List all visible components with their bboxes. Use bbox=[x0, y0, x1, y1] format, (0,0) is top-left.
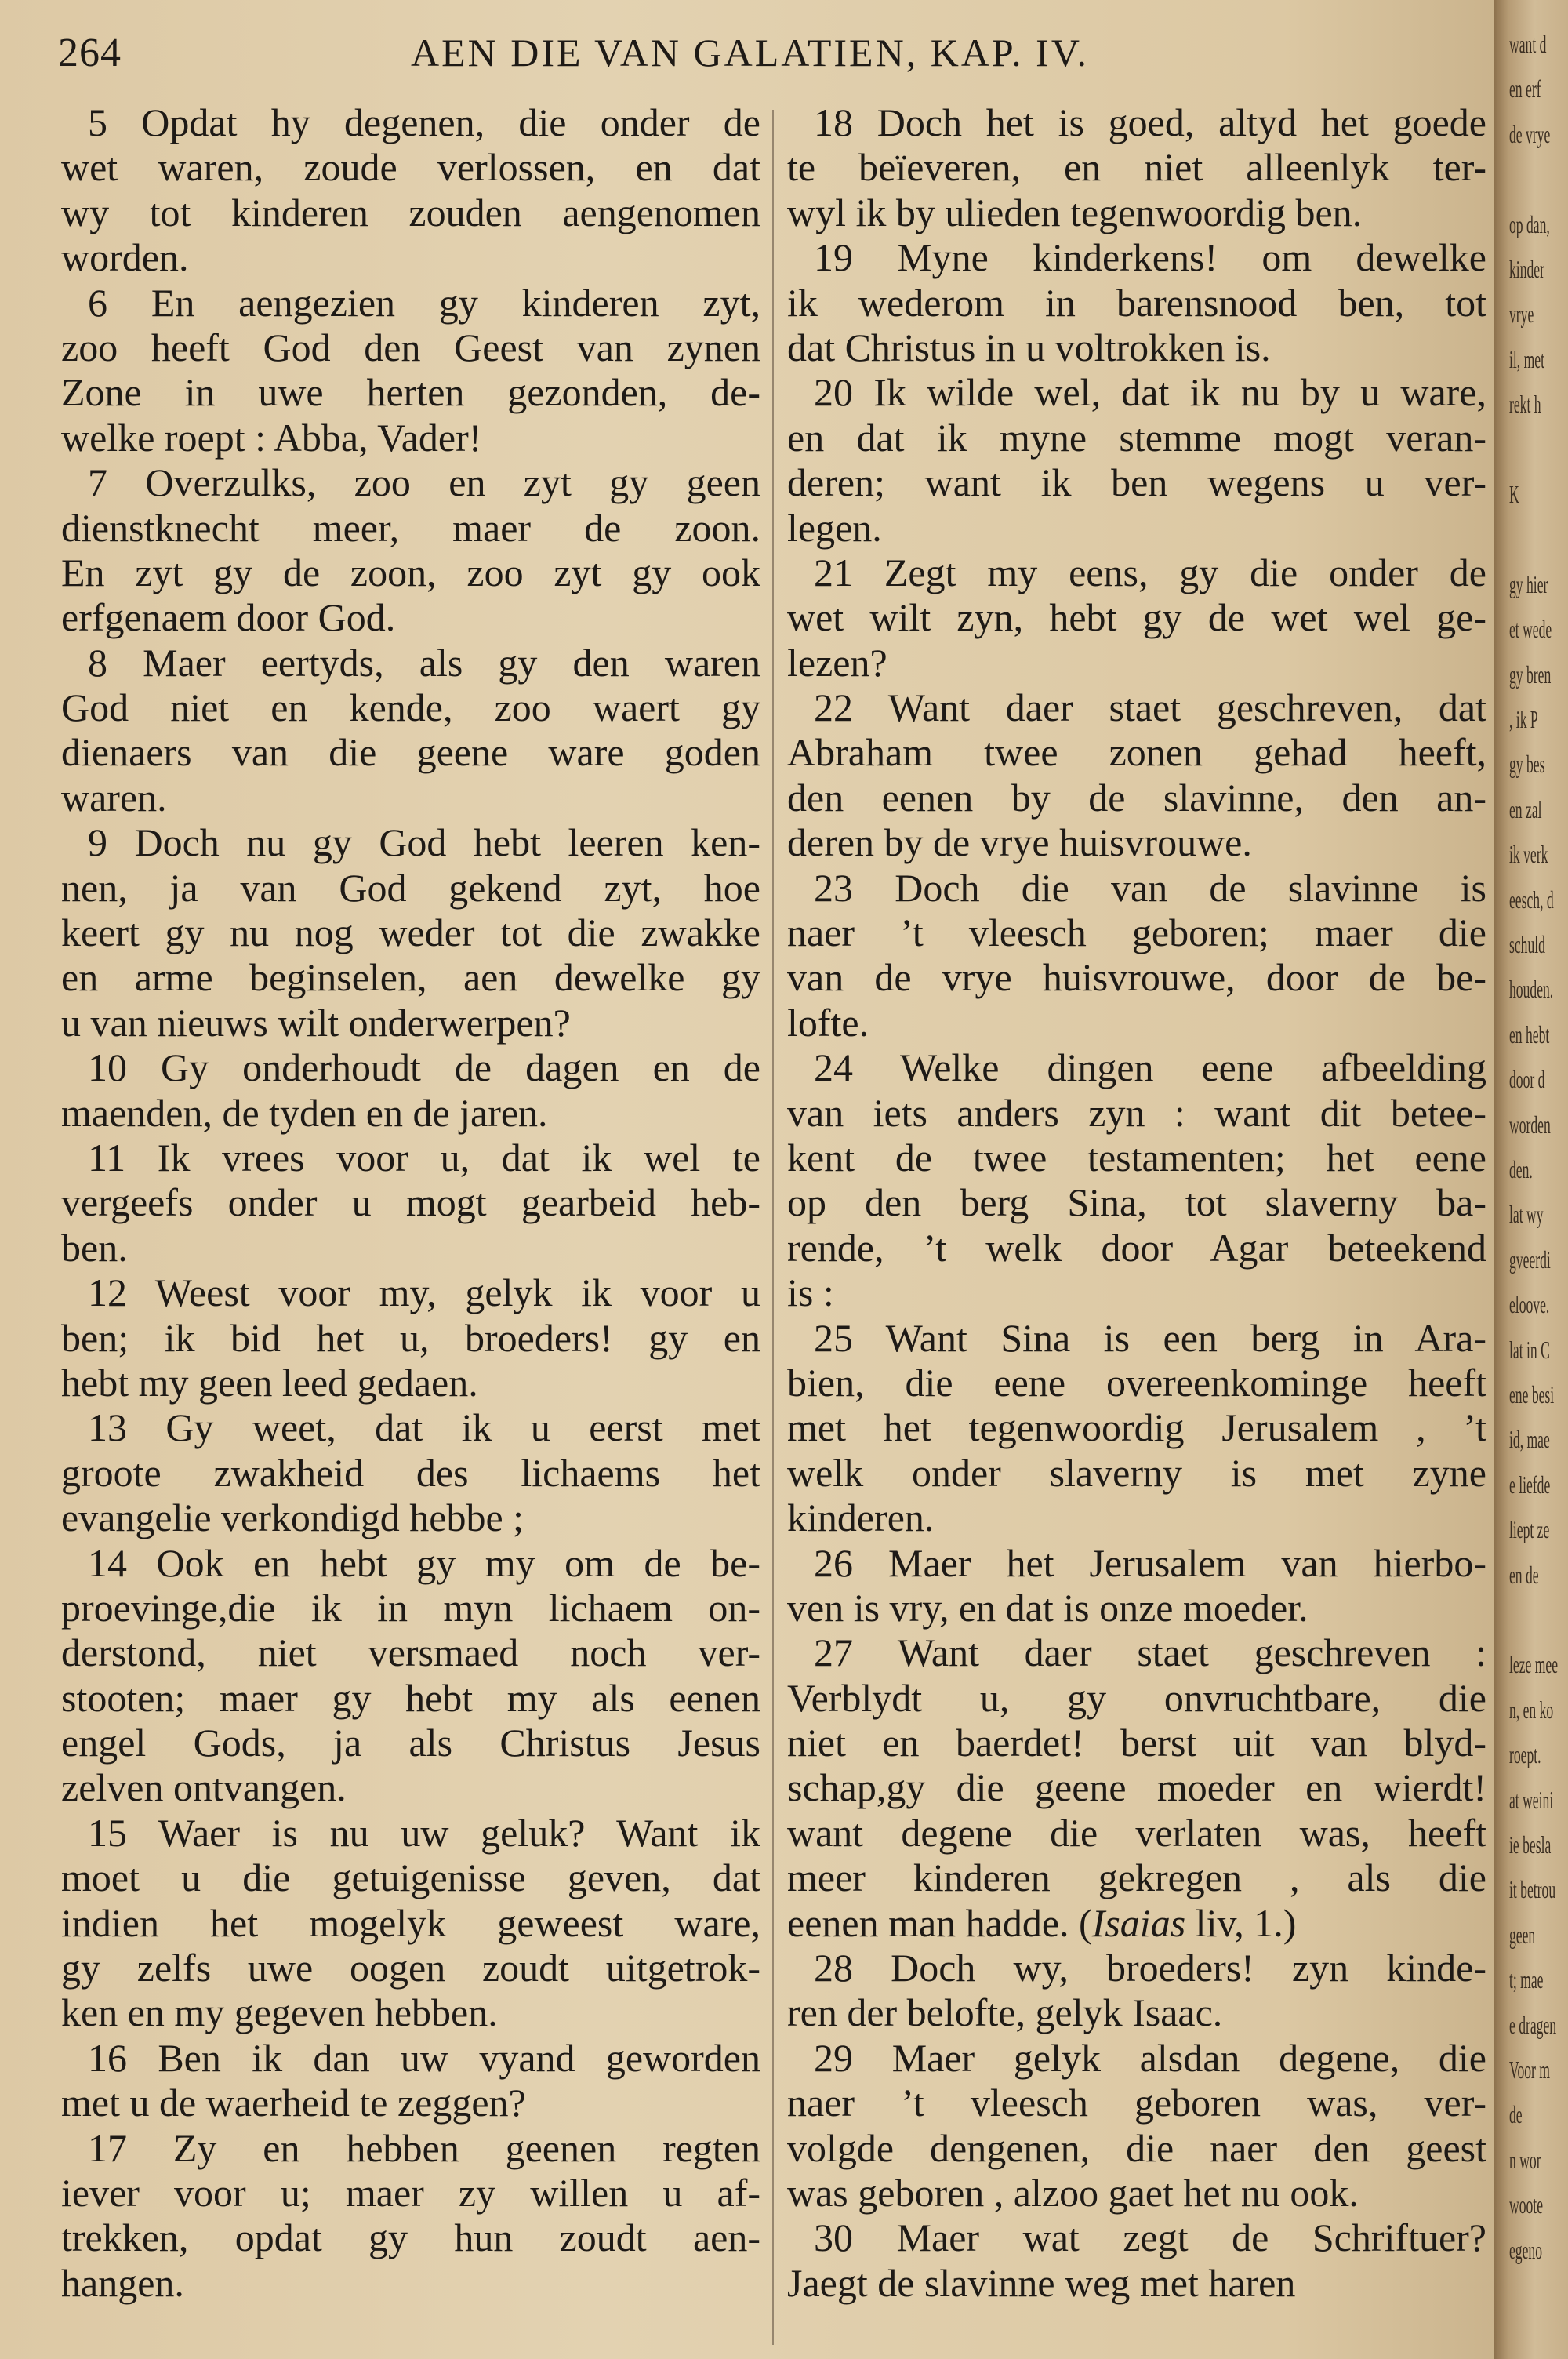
facing-page-fragment: kinder bbox=[1509, 255, 1544, 283]
text-line: God niet en kende, zoo waert gy bbox=[61, 685, 760, 730]
text-line: derstond, niet versmaed noch ver- bbox=[61, 1630, 760, 1675]
facing-page-fragment: e dragen bbox=[1509, 2010, 1557, 2039]
text-line: ren der belofte, gelyk Isaac. bbox=[787, 1990, 1223, 2035]
facing-page-fragment: de vrye bbox=[1509, 119, 1551, 148]
text-line: gy zelfs uwe oogen zoudt uitgetrok- bbox=[61, 1946, 760, 1990]
text-line: 18 Doch het is goed, altyd het goede bbox=[814, 100, 1486, 144]
text-line: wet wilt zyn, hebt gy de wet wel ge- bbox=[787, 595, 1486, 640]
facing-page-fragment: de bbox=[1509, 2100, 1523, 2129]
text-line: 15 Waer is nu uw geluk? Want ik bbox=[88, 1810, 760, 1855]
facing-page-fragment: den. bbox=[1509, 1155, 1533, 1183]
facing-page-fragment: eesch, d bbox=[1509, 885, 1554, 914]
facing-page-fragment: gy hier bbox=[1509, 569, 1548, 598]
text-line: welke roept : Abba, Vader! bbox=[61, 415, 482, 460]
facing-page-fragment: rekt h bbox=[1509, 390, 1541, 419]
text-line: 21 Zegt my eens, gy die onder de bbox=[814, 550, 1486, 594]
text-line: 13 Gy weet, dat ik u eerst met bbox=[88, 1405, 760, 1450]
text-line: bien, die eene overeenkominge heeft bbox=[787, 1360, 1486, 1405]
facing-page-fragment: en hebt bbox=[1509, 1020, 1550, 1049]
facing-page-fragment: want d bbox=[1509, 30, 1547, 58]
text-line: maenden, de tyden en de jaren. bbox=[61, 1090, 548, 1135]
text-line: indien het mogelyk geweest ware, bbox=[61, 1900, 760, 1945]
facing-page-fragment: schuld bbox=[1509, 930, 1545, 958]
running-title: AEN DIE VAN GALATIEN, KAP. IV. bbox=[411, 31, 1089, 75]
text-line: en arme beginselen, aen dewelke gy bbox=[61, 955, 760, 1000]
text-line: deren; want ik ben wegens u ver- bbox=[787, 460, 1486, 505]
text-line: Abraham twee zonen gehad heeft, bbox=[787, 730, 1486, 775]
facing-page-fragment: id, mae bbox=[1509, 1425, 1550, 1454]
text-line: En zyt gy de zoon, zoo zyt gy ook bbox=[61, 550, 760, 594]
text-line: ik wederom in barensnood ben, tot bbox=[787, 280, 1486, 325]
text-line: worden. bbox=[61, 235, 189, 280]
facing-page-fragment: roept. bbox=[1509, 1740, 1541, 1769]
text-line: 22 Want daer staet geschreven, dat bbox=[814, 685, 1486, 730]
right-column bbox=[787, 100, 1486, 2306]
text-line: zoo heeft God den Geest van zynen bbox=[61, 325, 760, 369]
facing-page-fragment: egeno bbox=[1509, 2235, 1543, 2264]
facing-page-fragment: t; mae bbox=[1509, 1965, 1544, 1994]
text-line: van iets anders zyn : want dit betee- bbox=[787, 1090, 1486, 1135]
facing-page-fragment: Voor m bbox=[1509, 2055, 1550, 2084]
text-line: 11 Ik vrees voor u, dat ik wel te bbox=[88, 1135, 760, 1180]
facing-page-fragment: op dan, bbox=[1509, 209, 1550, 238]
facing-page-edge bbox=[1494, 0, 1568, 2359]
facing-page-fragment: et wede bbox=[1509, 615, 1552, 644]
text-line: evangelie verkondigd hebbe ; bbox=[61, 1496, 524, 1540]
text-line: nen, ja van God gekend zyt, hoe bbox=[61, 865, 760, 910]
facing-page-fragment: gveerdi bbox=[1509, 1245, 1551, 1274]
text-line: iever voor u; maer zy willen u af- bbox=[61, 2170, 760, 2215]
facing-page-fragment: lat wy bbox=[1509, 1200, 1544, 1229]
text-line: welk onder slaverny is met zyne bbox=[787, 1450, 1486, 1495]
text-line: kinderen. bbox=[787, 1496, 935, 1540]
facing-page-fragment: vrye bbox=[1509, 300, 1534, 329]
facing-page-fragment: , ik P bbox=[1509, 705, 1538, 733]
text-line: engel Gods, ja als Christus Jesus bbox=[61, 1721, 760, 1765]
facing-page-fragment: leze mee bbox=[1509, 1650, 1559, 1679]
text-line: is : bbox=[787, 1270, 834, 1315]
facing-page-fragment: ie besla bbox=[1509, 1830, 1552, 1859]
text-line: lofte. bbox=[787, 1000, 869, 1045]
text-line: u van nieuws wilt onderwerpen? bbox=[61, 1000, 571, 1045]
facing-page-fragment: gy bes bbox=[1509, 750, 1545, 779]
text-line: 26 Maer het Jerusalem van hierbo- bbox=[814, 1540, 1486, 1585]
text-line: wyl ik by ulieden tegenwoordig ben. bbox=[787, 190, 1363, 234]
facing-page-fragment: K bbox=[1509, 480, 1519, 508]
text-line: 19 Myne kinderkens! om dewelke bbox=[814, 235, 1486, 280]
text-line: ben. bbox=[61, 1225, 128, 1270]
facing-page-fragment: ik verk bbox=[1509, 840, 1548, 869]
text-line: ven is vry, en dat is onze moeder. bbox=[787, 1585, 1308, 1630]
text-line: Verblydt u, gy onvruchtbare, die bbox=[787, 1675, 1486, 1720]
facing-page-fragment: eloove. bbox=[1509, 1290, 1550, 1319]
facing-page-fragment: worden bbox=[1509, 1110, 1551, 1139]
facing-page-fragment: it betrou bbox=[1509, 1875, 1556, 1904]
text-line: stooten; maer gy hebt my als eenen bbox=[61, 1675, 760, 1720]
text-line: volgde dengenen, die naer den geest bbox=[787, 2125, 1486, 2170]
text-line: ben; ik bid het u, broeders! gy en bbox=[61, 1315, 760, 1360]
text-line: 5 Opdat hy degenen, die onder de bbox=[88, 100, 760, 144]
text-line: 7 Overzulks, zoo en zyt gy geen bbox=[88, 460, 760, 505]
text-line: hebt my geen leed gedaen. bbox=[61, 1360, 478, 1405]
text-line: ken en my gegeven hebben. bbox=[61, 1990, 498, 2035]
text-line: dat Christus in u voltrokken is. bbox=[787, 325, 1271, 369]
facing-page-fragment: houden. bbox=[1509, 975, 1554, 1004]
text-line: 12 Weest voor my, gelyk ik voor u bbox=[88, 1270, 760, 1315]
text-line: 23 Doch die van de slavinne is bbox=[814, 865, 1486, 910]
text-line: naer ’t vleesch geboren was, ver- bbox=[787, 2081, 1486, 2125]
text-line: was geboren , alzoo gaet het nu ook. bbox=[787, 2170, 1359, 2215]
text-line: keert gy nu nog weder tot die zwakke bbox=[61, 911, 760, 955]
facing-page-fragment: en erf bbox=[1509, 75, 1541, 104]
text-line: naer ’t vleesch geboren; maer die bbox=[787, 911, 1486, 955]
facing-page-fragment: ene besi bbox=[1509, 1380, 1555, 1408]
text-line: niet en baerdet! berst uit van blyd- bbox=[787, 1721, 1486, 1765]
facing-page-fragment: door d bbox=[1509, 1065, 1545, 1094]
text-line: schap,gy die geene moeder en wierdt! bbox=[787, 1765, 1486, 1810]
text-line: legen. bbox=[787, 505, 882, 550]
text-line: hangen. bbox=[61, 2260, 184, 2305]
column-divider bbox=[772, 110, 774, 2345]
facing-page-fragment: en de bbox=[1509, 1560, 1539, 1589]
text-line: groote zwakheid des lichaems het bbox=[61, 1450, 760, 1495]
text-line: en dat ik myne stemme mogt veran- bbox=[787, 415, 1486, 460]
facing-page-fragment: n, en ko bbox=[1509, 1695, 1554, 1724]
text-line: waren. bbox=[61, 775, 167, 820]
facing-page-fragment: lat in C bbox=[1509, 1335, 1550, 1364]
text-line: kent de twee testamenten; het eene bbox=[787, 1135, 1486, 1180]
text-line: op den berg Sina, tot slaverny ba- bbox=[787, 1180, 1486, 1225]
text-line: lezen? bbox=[787, 640, 887, 685]
page-number: 264 bbox=[58, 31, 122, 75]
text-line: den eenen by de slavinne, den an- bbox=[787, 775, 1486, 820]
facing-page-fragment: il, met bbox=[1509, 344, 1544, 373]
text-line: Jaegt de slavinne weg met haren bbox=[787, 2260, 1296, 2305]
text-line: zelven ontvangen. bbox=[61, 1765, 347, 1810]
text-line: dienstknecht meer, maer de zoon. bbox=[61, 505, 760, 550]
facing-page-fragment: en zal bbox=[1509, 794, 1542, 823]
text-line: 10 Gy onderhoudt de dagen en de bbox=[88, 1045, 760, 1090]
text-line: erfgenaem door God. bbox=[61, 595, 396, 640]
text-line: want degene die verlaten was, heeft bbox=[787, 1810, 1486, 1855]
text-line: met u de waerheid te zeggen? bbox=[61, 2081, 526, 2125]
facing-page-fragment: n wor bbox=[1509, 2145, 1541, 2174]
text-line: te beïeveren, en niet alleenlyk ter- bbox=[787, 145, 1486, 190]
text-line: rende, ’t welk door Agar beteekend bbox=[787, 1225, 1486, 1270]
text-line: moet u die getuigenisse geven, dat bbox=[61, 1856, 760, 1900]
text-line: 24 Welke dingen eene afbeelding bbox=[814, 1045, 1486, 1090]
text-line: 30 Maer wat zegt de Schriftuer? bbox=[814, 2215, 1486, 2260]
text-line: vergeefs onder u mogt gearbeid heb- bbox=[61, 1180, 760, 1225]
text-line: 29 Maer gelyk alsdan degene, die bbox=[814, 2035, 1486, 2080]
text-line: 16 Ben ik dan uw vyand geworden bbox=[88, 2035, 760, 2080]
text-line: 28 Doch wy, broeders! zyn kinde- bbox=[814, 1946, 1486, 1990]
text-line: 27 Want daer staet geschreven : bbox=[814, 1630, 1486, 1675]
facing-page-fragment: e liefde bbox=[1509, 1470, 1551, 1499]
running-head bbox=[58, 30, 1485, 77]
facing-page-fragment: gy bren bbox=[1509, 660, 1552, 689]
facing-page-fragment: geen bbox=[1509, 1920, 1536, 1949]
text-line: wy tot kinderen zouden aengenomen bbox=[61, 190, 760, 234]
text-line: 8 Maer eertyds, als gy den waren bbox=[88, 640, 760, 685]
text-line: dienaers van die geene ware goden bbox=[61, 730, 760, 775]
text-line: deren by de vrye huisvrouwe. bbox=[787, 820, 1252, 865]
text-line: 17 Zy en hebben geenen regten bbox=[88, 2125, 760, 2170]
left-column bbox=[61, 100, 760, 2306]
text-line: eenen man hadde. (Isaias liv, 1.) bbox=[787, 1900, 1297, 1945]
facing-page-fragment: liept ze bbox=[1509, 1515, 1550, 1544]
text-line: 9 Doch nu gy God hebt leeren ken- bbox=[88, 820, 760, 865]
text-line: 14 Ook en hebt gy my om de be- bbox=[88, 1540, 760, 1585]
facing-page-fragment: at weini bbox=[1509, 1785, 1554, 1814]
text-line: trekken, opdat gy hun zoudt aen- bbox=[61, 2215, 760, 2260]
text-line: Zone in uwe herten gezonden, de- bbox=[61, 370, 760, 415]
text-line: 25 Want Sina is een berg in Ara- bbox=[814, 1315, 1486, 1360]
text-line: meer kinderen gekregen , als die bbox=[787, 1856, 1486, 1900]
facing-page-fragment: woote bbox=[1509, 2190, 1544, 2219]
text-line: wet waren, zoude verlossen, en dat bbox=[61, 145, 760, 190]
text-line: 20 Ik wilde wel, dat ik nu by u ware, bbox=[814, 370, 1486, 415]
text-line: van de vrye huisvrouwe, door de be- bbox=[787, 955, 1486, 1000]
text-line: proevinge,die ik in myn lichaem on- bbox=[61, 1585, 760, 1630]
scripture-reference: Isaias bbox=[1091, 1900, 1186, 1945]
text-line: met het tegenwoordig Jerusalem , ’t bbox=[787, 1405, 1486, 1450]
text-line: 6 En aengezien gy kinderen zyt, bbox=[88, 280, 760, 325]
